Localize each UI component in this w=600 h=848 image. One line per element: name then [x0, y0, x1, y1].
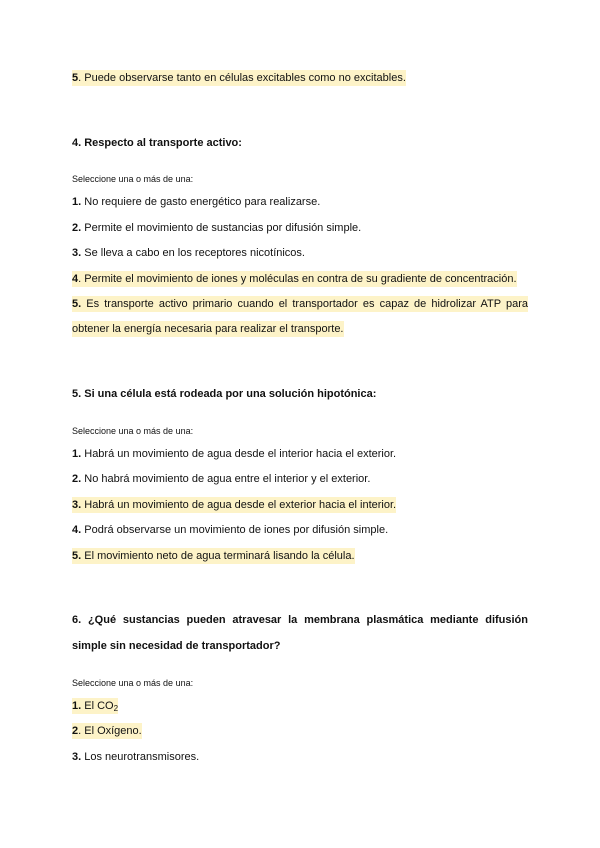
option-text: El movimiento neto de agua terminará lisando la célula. [81, 550, 355, 562]
question-5-option-3 [72, 497, 396, 513]
question-4-option-2 [72, 220, 361, 236]
option-text: . Permite el movimiento de iones y moléculas en contra de su gradiente de concentración. [78, 273, 517, 285]
option-text: . Puede observarse tanto en células excitables como no excitables. [78, 72, 406, 84]
question-4-option-5 [72, 296, 528, 337]
question-5-option-5 [72, 548, 355, 564]
question-5-option-1 [72, 446, 396, 462]
subscript: 2 [113, 704, 119, 713]
option-text-line-2: obtener la energía necesaria para realizar el transporte. [72, 323, 344, 335]
option-number: 1. [72, 196, 82, 208]
option-text: Permite el movimiento de sustancias por difusión simple. [81, 222, 362, 234]
option-text: Se lleva a cabo en los receptores nicotínicos. [81, 247, 305, 259]
option-text: No habrá movimiento de agua entre el interior y el exterior. [81, 473, 371, 485]
option-text: Es transporte activo primario cuando el transportador es capaz de hidrolizar ATP para [81, 298, 528, 310]
option-number: 5. [72, 298, 82, 310]
option-number: 5 [72, 72, 79, 84]
question-6-title-line-2: simple sin necesidad de transportador? [72, 640, 281, 652]
option-number: 5. [72, 550, 82, 562]
option-number: 2. [72, 473, 82, 485]
question-6-option-1 [72, 698, 118, 714]
option-number: 1. [72, 448, 82, 460]
option-text: . El Oxígeno. [78, 725, 142, 737]
question-5-instruction: Seleccione una o más de una: [72, 426, 194, 436]
question-6-option-3 [72, 749, 199, 765]
question-5-option-2 [72, 471, 370, 487]
question-4-title: 4. Respecto al transporte activo: [72, 137, 242, 149]
question-6-title-line-1: 6. ¿Qué sustancias pueden atravesar la membrana plasmática mediante difusión [72, 614, 528, 626]
option-number: 4. [72, 524, 82, 536]
option-number: 3. [72, 247, 82, 259]
option-text: Podrá observarse un movimiento de iones por difusión simple. [81, 524, 389, 536]
option-number: 3. [72, 751, 82, 763]
option-5-excitable [72, 70, 406, 86]
option-number: 2 [72, 725, 79, 737]
option-text: Los neurotransmisores. [81, 751, 200, 763]
option-text: Habrá un movimiento de agua desde el interior hacia el exterior. [81, 448, 397, 460]
question-4-option-3 [72, 245, 305, 261]
question-5-title: 5. Si una célula está rodeada por una solución hipotónica: [72, 388, 377, 400]
option-text-line-1 [72, 296, 528, 312]
question-4-option-1 [72, 194, 320, 210]
option-text: El CO [81, 700, 114, 712]
question-6-option-2 [72, 723, 142, 739]
option-text: No requiere de gasto energético para realizarse. [81, 196, 321, 208]
question-4-instruction: Seleccione una o más de una: [72, 174, 194, 184]
option-number: 2. [72, 222, 82, 234]
option-number: 4 [72, 273, 79, 285]
option-number: 1. [72, 700, 82, 712]
option-text: Habrá un movimiento de agua desde el exterior hacia el interior. [81, 499, 397, 511]
question-4-option-4 [72, 271, 517, 287]
question-5-option-4 [72, 522, 388, 538]
option-number: 3. [72, 499, 82, 511]
question-6-instruction: Seleccione una o más de una: [72, 678, 194, 688]
